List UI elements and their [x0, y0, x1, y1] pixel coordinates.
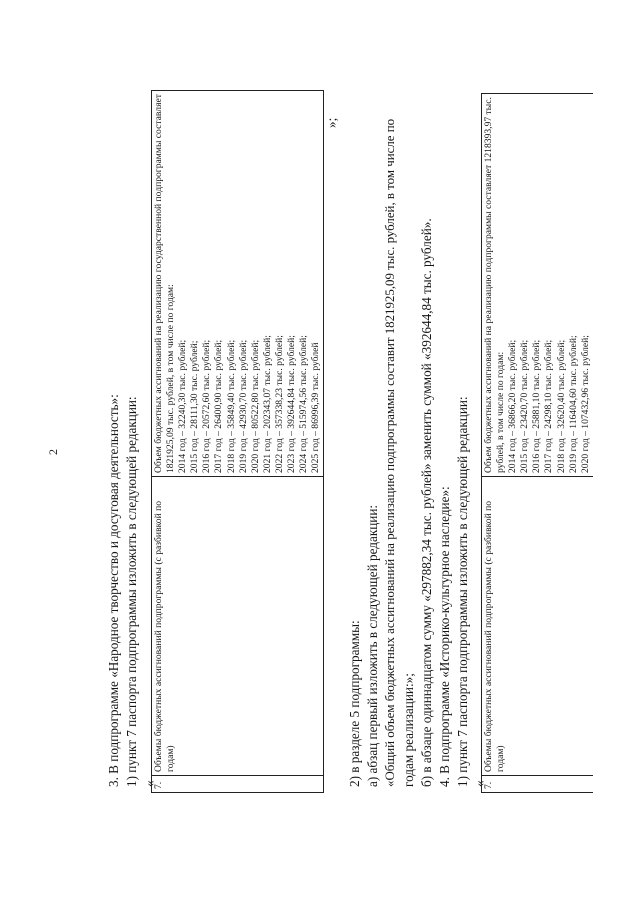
row-label-text: Объемы бюджетных ассигнований подпрограммы (с разбивкой по годам) — [153, 500, 177, 772]
passport-table-2 — [481, 93, 593, 793]
budget-line: 2016 год – 25881,10 тыс. рублей; — [531, 339, 543, 473]
passport-table-1 — [151, 90, 324, 793]
budget-line: 2015 год – 28111,30 тыс. рублей; — [189, 340, 201, 473]
section-2-sub-b: б) в абзаце одиннадцатом сумму «297882,34 тыс. рублей» заменить суммой «392644,84 тыс. рублей». — [419, 218, 434, 787]
budget-cell — [482, 94, 593, 477]
budget-line: 2014 год – 36866,20 тыс. рублей; — [507, 339, 519, 473]
budget-line: 2025 год – 86996,39 тыс. рублей — [310, 342, 322, 473]
budget-line: 2018 год – 35849,40 тыс. рублей; — [225, 339, 237, 473]
budget-line: 1821925,09 тыс. рублей, в том числе по годам: — [165, 284, 177, 473]
section-3-heading: 3. В подпрограмме «Народное творчество и досуговая деятельность»: — [106, 394, 121, 787]
budget-line: 2019 год – 116404,60 тыс. рублей; — [567, 335, 579, 473]
budget-line: 2015 год – 23420,70 тыс. рублей; — [519, 339, 531, 473]
page-number: 2 — [46, 449, 60, 455]
budget-line: 2023 год – 392644,84 тыс. рублей; — [286, 335, 298, 473]
budget-line: рублей, в том числе по годам: — [495, 351, 507, 473]
table-row — [482, 94, 593, 793]
budget-line: 2020 год – 80522,80 тыс. рублей; — [249, 339, 261, 473]
budget-cell — [152, 91, 324, 477]
section-4-heading: 4. В подпрограмме «Историко-культурное наследие»: — [437, 486, 452, 787]
budget-line: Объем бюджетных ассигнований на реализацию государственной подпрограммы составляет — [153, 94, 164, 473]
row-label — [152, 477, 324, 776]
row-label — [482, 477, 593, 776]
budget-line: Объем бюджетных ассигнований на реализацию подпрограммы составляет 1218393,97 тыс. — [483, 97, 494, 473]
budget-line: 2021 год – 202343,07 тыс. рублей; — [261, 335, 273, 473]
row-label-text: Объемы бюджетных ассигнований подпрограммы (с разбивкой по годам) — [483, 500, 507, 772]
budget-line: 2017 год – 26400,90 тыс. рублей; — [213, 339, 225, 473]
close-quote-1: »; — [324, 117, 339, 128]
row-number: 7. — [482, 776, 593, 793]
section-2-new-text: «Общий объем бюджетных ассигнований на реализацию подпрограммы составит 1821925,09 тыс. рублей, в том числе по — [383, 118, 397, 787]
budget-line: 2022 год – 357338,23 тыс. рублей; — [273, 335, 285, 473]
budget-line: 2019 год – 42930,70 тыс. рублей; — [237, 339, 249, 473]
section-3-item-1: 1) пункт 7 паспорта подпрограммы изложить в следующей редакции: — [124, 396, 139, 787]
section-2-new-text-cont: годам реализации:»; — [401, 673, 416, 787]
section-4-item-1: 1) пункт 7 паспорта подпрограммы изложить в следующей редакции: — [455, 396, 470, 787]
budget-line: 2014 год – 32240,30 тыс. рублей; — [177, 339, 189, 473]
open-quote-2: « — [472, 780, 487, 787]
budget-line: 2024 год – 515974,56 тыс. рублей; — [298, 335, 310, 473]
budget-line: 2016 год – 20572,60 тыс. рублей; — [201, 339, 213, 473]
budget-line: 2020 год – 107432,96 тыс. рублей; — [579, 335, 591, 473]
row-number: 7. — [152, 776, 324, 793]
section-2-sub-a: а) абзац первый изложить в следующей редакции: — [365, 504, 380, 787]
budget-line: 2018 год – 32620,40 тыс. рублей; — [555, 339, 567, 473]
open-quote-1: « — [142, 780, 157, 787]
budget-line: 2017 год – 24298,10 тыс. рублей; — [543, 339, 555, 473]
section-2-item: 2) в разделе 5 подпрограммы: — [347, 620, 362, 787]
table-row — [152, 91, 324, 793]
